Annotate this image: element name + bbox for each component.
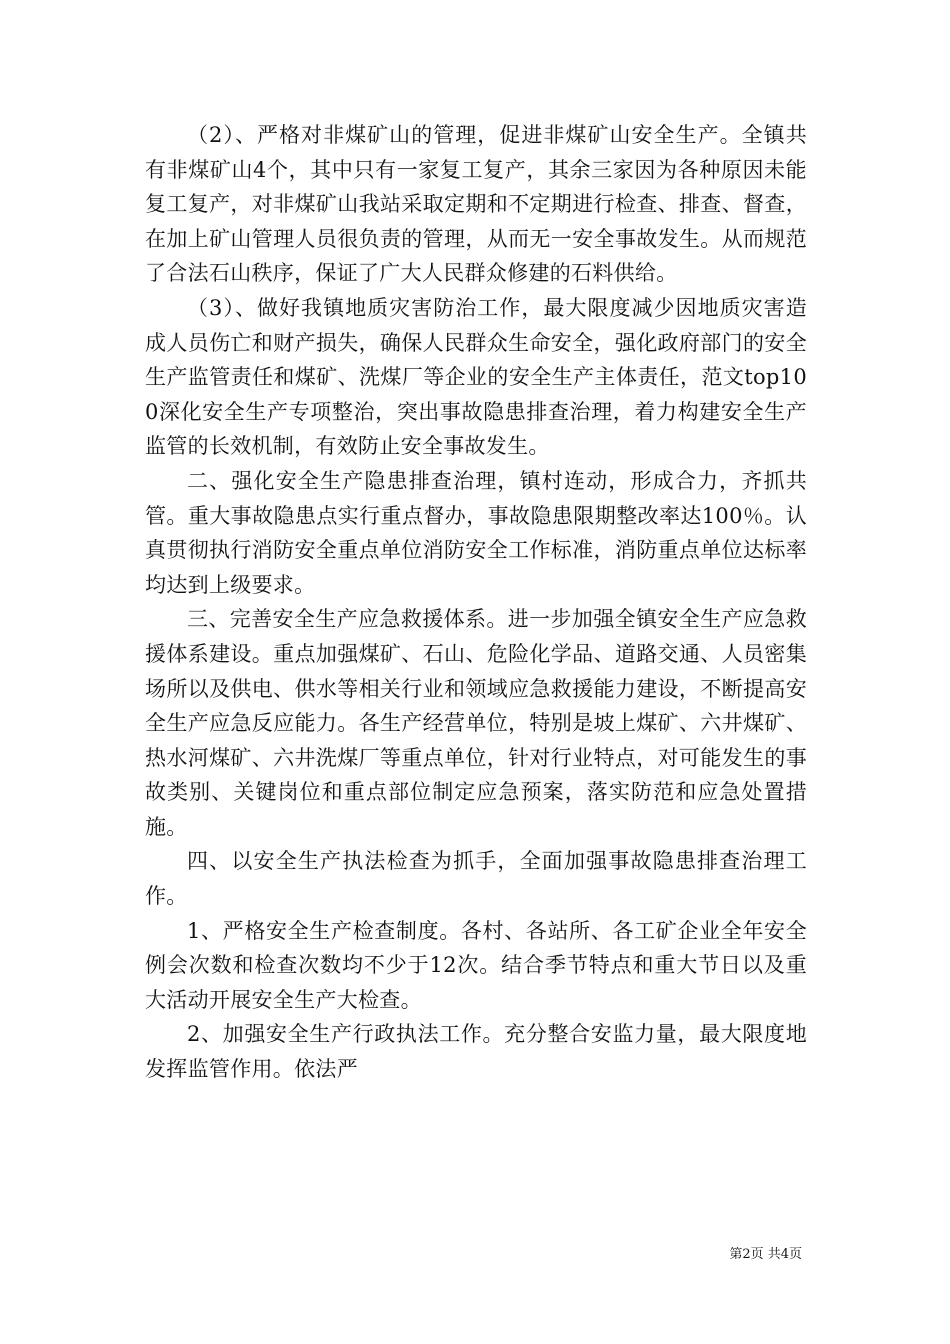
paragraph-1: （2）、严格对非煤矿山的管理，促进非煤矿山安全生产。全镇共有非煤矿山4个，其中只有一家复工复产，其余三家因为各种原因未能复工复产，对非煤矿山我站采取定期和不定期进行检查、排查、督查，在加上矿山管理人员很负责的管理，从而无一安全事故发生。从而规范了合法石山秩序，保证了广大人民群众修建的石料供给。	[145, 123, 807, 286]
page-number-footer: 第2页 共4页	[729, 1247, 802, 1262]
paragraph-6: 1、严格安全生产检查制度。各村、各站所、各工矿企业全年安全例会次数和检查次数均不少于12次。结合季节特点和重大节日以及重大活动开展安全生产大检查。	[145, 918, 807, 1012]
paragraph-4: 三、完善安全生产应急救援体系。进一步加强全镇安全生产应急救援体系建设。重点加强煤矿、石山、危险化学品、道路交通、人员密集场所以及供电、供水等相关行业和领域应急救援能力建设，不断提高安全生产应急反应能力。各生产经营单位，特别是坡上煤矿、六井煤矿、热水河煤矿、六井洗煤厂等重点单位，针对行业特点，对可能发生的事故类别、关键岗位和重点部位制定应急预案，落实防范和应急处置措施。	[145, 607, 807, 839]
paragraph-5: 四、以安全生产执法检查为抓手，全面加强事故隐患排查治理工作。	[145, 849, 807, 909]
paragraph-7: 2、加强安全生产行政执法工作。充分整合安监力量，最大限度地发挥监管作用。依法严	[145, 1022, 807, 1082]
paragraph-2: （3）、做好我镇地质灾害防治工作，最大限度减少因地质灾害造成人员伤亡和财产损失，确保人民群众生命安全，强化政府部门的安全生产监管责任和煤矿、洗煤厂等企业的安全生产主体责任，范文top100深化安全生产专项整治，突出事故隐患排查治理，着力构建安全生产监管的长效机制，有效防止安全事故发生。	[145, 295, 807, 459]
paragraph-3: 二、强化安全生产隐患排查治理，镇村连动，形成合力，齐抓共管。重大事故隐患点实行重点督办，事故隐患限期整改率达100％。认真贯彻执行消防安全重点单位消防安全工作标准，消防重点单位达标率均达到上级要求。	[145, 468, 807, 597]
document-body	[145, 118, 807, 1087]
